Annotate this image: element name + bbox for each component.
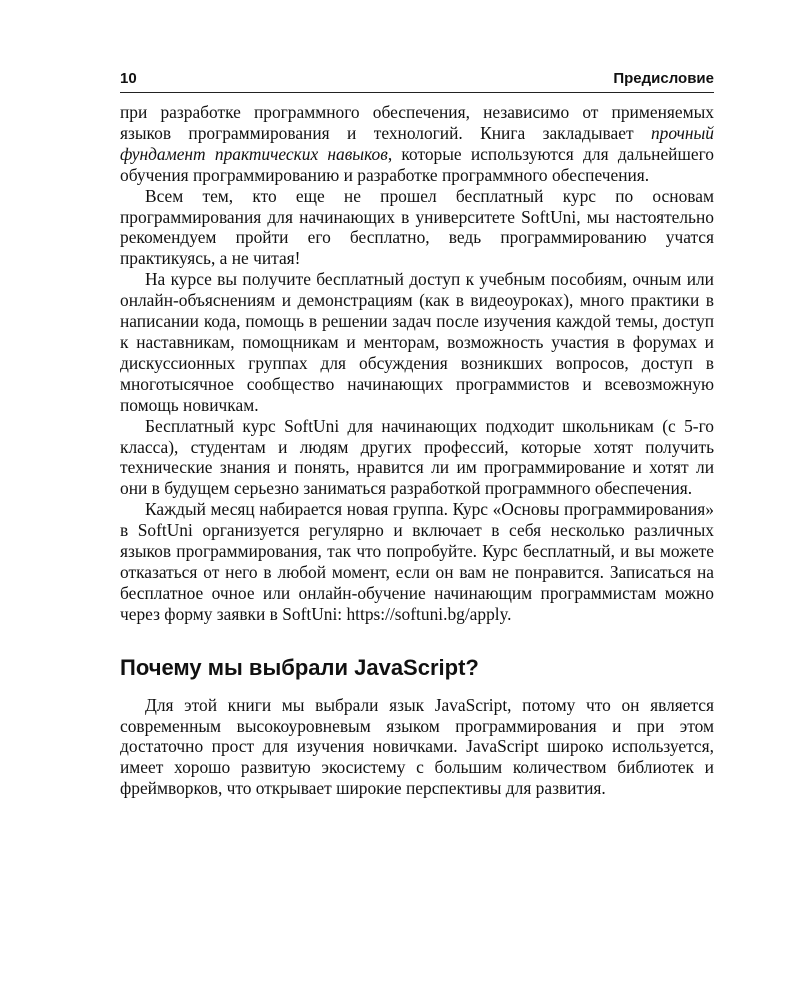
section-heading: Почему мы выбрали JavaScript? xyxy=(120,654,479,680)
page-number: 10 xyxy=(120,70,137,87)
paragraph-1-end: , которые используются для дальнейшего обучения программированию и разработке программного обеспечения. xyxy=(120,143,714,185)
book-page xyxy=(120,70,714,799)
paragraph-1-start: при разработке программного обеспечения, независимо от применяемых языков программирования и технологий. Книга закладывает xyxy=(120,102,714,143)
paragraph-4: Бесплатный курс SoftUni для начинающих подходит школьникам (с 5-го класса), студентам и людям других профессий, которые хотят получить технические знания и понять, нравится ли им программирование и хотят ли они в будущем серьезно заниматься разработкой программного обеспечения. xyxy=(120,415,714,499)
paragraph-2: Всем тем, кто еще не прошел бесплатный курс по основам программирования для начинающих в университете SoftUni, мы настоятельно рекомендуем пройти его бесплатно, ведь программированию учатся практикуясь, а не читая! xyxy=(120,185,714,269)
running-head xyxy=(120,70,714,93)
paragraph-5: Каждый месяц набирается новая группа. Курс «Основы программирования» в SoftUni организуется регулярно и включает в себя несколько различных языков программирования, так что попробуйте. Курс бесплатный, и вы можете отказаться от него в любой момент, если он вам не понравится. Записаться на бесплатное очное или онлайн-обучение начинающим программистам можно через форму заявки в SoftUni: https://softuni.bg/apply. xyxy=(120,499,714,624)
section-title: Предисловие xyxy=(613,70,714,87)
emphasis-text: прочный фундамент практических навыков xyxy=(120,122,714,164)
paragraph-1 xyxy=(120,102,714,186)
section-paragraph-1: Для этой книги мы выбрали язык JavaScript, потому что он является современным высокоуровневым языком программирования и при этом достаточно прост для изучения новичками. JavaScript широко используется, имеет хорошо развитую экосистему с большим количеством библиотек и фреймворков, что открывает широкие перспективы для развития. xyxy=(120,694,714,799)
paragraph-3: На курсе вы получите бесплатный доступ к учебным пособиям, очным или онлайн-объяснениям и демонстрациям (как в видеоуроках), много практики в написании кода, помощь в решении задач после изучения каждой темы, доступ к наставникам, помощникам и менторам, возможность участия в форумах и дискуссионных группах для обсуждения возникших вопросов, доступ в многотысячное сообщество начинающих программистов и всевозможную помощь новичкам. xyxy=(120,269,714,415)
body-text xyxy=(120,102,714,799)
